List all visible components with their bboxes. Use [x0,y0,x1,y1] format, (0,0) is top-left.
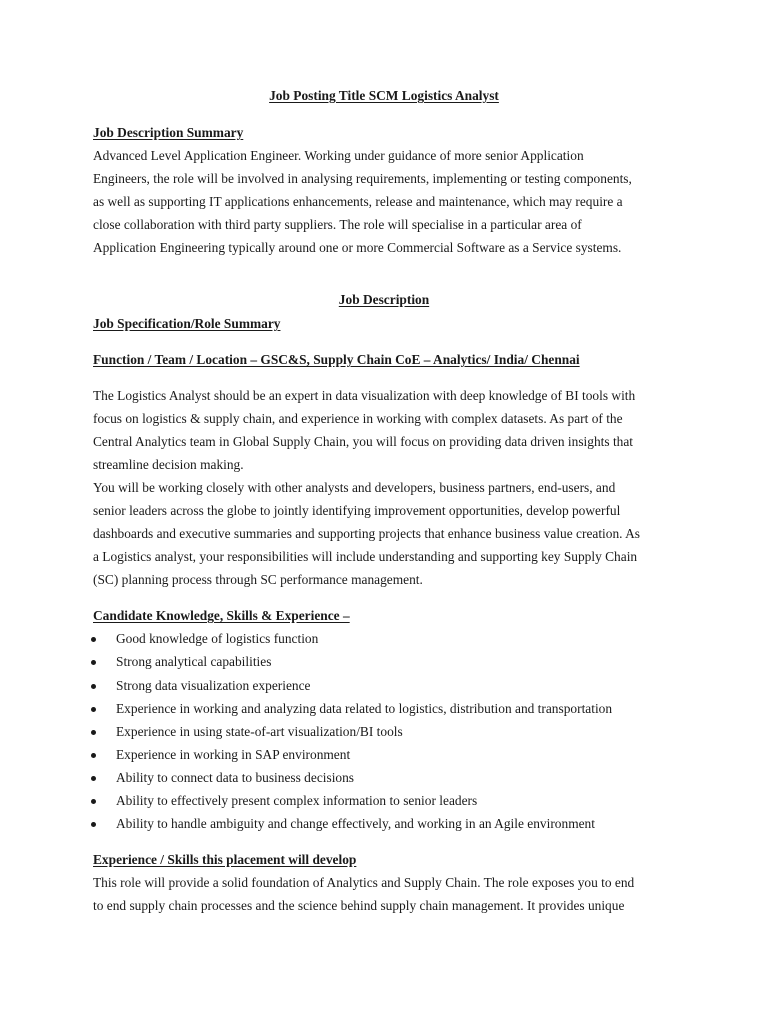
job-description-heading: Job Description [338,292,430,307]
bullet-icon [91,707,96,712]
experience-line: This role will provide a solid foundation of Analytics and Supply Chain. The role exposes you to end [93,875,635,890]
list-item-text: Good knowledge of logistics function [116,631,319,646]
bullet-icon [91,822,96,827]
bullet-icon [91,684,96,689]
experience-line: to end supply chain processes and the science behind supply chain management. It provides unique [93,898,625,913]
description-line: Central Analytics team in Global Supply Chain, you will focus on providing data driven insights that [93,434,634,449]
skills-heading: Candidate Knowledge, Skills & Experience – [93,608,350,623]
list-item-text: Strong analytical capabilities [116,654,272,669]
description-line: focus on logistics & supply chain, and experience in working with complex datasets. As part of the [93,411,623,426]
summary-line: close collaboration with third party suppliers. The role will specialise in a particular area of [93,217,582,232]
experience-heading: Experience / Skills this placement will develop [93,852,357,867]
description-line: dashboards and executive summaries and supporting projects that enhance business value creation. As [93,526,641,541]
bullet-icon [91,637,96,642]
bullet-icon [91,753,96,758]
bullet-icon [91,776,96,781]
list-item-text: Experience in working and analyzing data related to logistics, distribution and transportation [116,701,613,716]
summary-line: Engineers, the role will be involved in analysing requirements, implementing or testing components, [93,171,632,186]
description-line: senior leaders across the globe to jointly identifying improvement opportunities, develop powerful [93,503,621,518]
summary-heading: Job Description Summary [93,125,244,140]
role-summary-heading: Job Specification/Role Summary [93,316,281,331]
bullet-icon [91,730,96,735]
summary-line: as well as supporting IT applications enhancements, release and maintenance, which may require a [93,194,623,209]
list-item-text: Ability to handle ambiguity and change effectively, and working in an Agile environment [116,816,595,831]
description-line: streamline decision making. [93,457,244,472]
page-title: Job Posting Title SCM Logistics Analyst [269,88,499,103]
list-item-text: Experience in working in SAP environment [116,747,351,762]
bullet-icon [91,660,96,665]
description-line: You will be working closely with other analysts and developers, business partners, end-users, and [93,480,616,495]
function-heading: Function / Team / Location – GSC&S, Supply Chain CoE – Analytics/ India/ Chennai [93,352,580,367]
bullet-icon [91,799,96,804]
description-line: (SC) planning process through SC performance management. [93,572,423,587]
list-item-text: Ability to connect data to business decisions [116,770,355,785]
description-line: a Logistics analyst, your responsibilities will include understanding and supporting key Supply Chain [93,549,638,564]
summary-line: Application Engineering typically around one or more Commercial Software as a Service systems. [93,240,622,255]
list-item-text: Ability to effectively present complex information to senior leaders [116,793,478,808]
list-item-text: Experience in using state-of-art visualization/BI tools [116,724,403,739]
description-line: The Logistics Analyst should be an expert in data visualization with deep knowledge of BI tools with [93,388,636,403]
list-item-text: Strong data visualization experience [116,678,311,693]
summary-line: Advanced Level Application Engineer. Working under guidance of more senior Application [93,148,584,163]
